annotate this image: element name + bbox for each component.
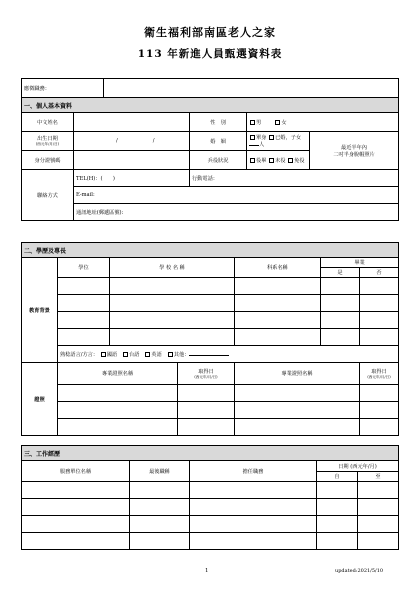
col-grad-yes: 是 xyxy=(321,268,360,278)
not-served-checkbox[interactable] xyxy=(269,158,274,163)
updated-date: updated:2021/5/10 xyxy=(335,568,384,574)
name-label: 中文姓名 xyxy=(22,113,74,132)
exempt-checkbox[interactable] xyxy=(288,158,293,163)
col-date: 日期 (西元年/月) xyxy=(317,461,399,472)
lang-taiwanese-checkbox[interactable] xyxy=(123,352,128,357)
military-label: 兵役狀況 xyxy=(190,151,247,170)
birth-label: 出生日期 (西元年/月/日) xyxy=(22,132,74,151)
apply-position-label: 應徵職務： xyxy=(22,79,104,98)
work-row xyxy=(22,533,399,550)
lang-english-checkbox[interactable] xyxy=(145,352,150,357)
female-checkbox[interactable] xyxy=(275,120,280,125)
section2-title: 二、學歷及專長 xyxy=(22,243,399,258)
work-row xyxy=(22,482,399,499)
col-dept: 科系名稱 xyxy=(235,258,321,278)
mobile-field[interactable]: 行動電話： xyxy=(190,170,399,187)
work-row xyxy=(22,499,399,516)
form-title: 衛生福利部南區老人之家 xyxy=(144,26,276,39)
name-field[interactable] xyxy=(74,113,190,132)
military-options: 役畢 未役 免役 xyxy=(247,151,310,170)
edu-row xyxy=(22,329,399,346)
cert-row xyxy=(22,419,399,436)
marital-options: 單身 已婚，子女人 xyxy=(247,132,310,151)
male-checkbox[interactable] xyxy=(250,120,255,125)
address-field[interactable]: 通訊地址(郵遞區號): xyxy=(74,204,399,221)
edu-row xyxy=(22,295,399,312)
marital-label: 婚 姻 xyxy=(190,132,247,151)
married-checkbox[interactable] xyxy=(269,135,274,140)
col-grad-no: 否 xyxy=(360,268,399,278)
section3-title: 三、工作經歷 xyxy=(22,446,399,461)
col-grad: 畢業 xyxy=(321,258,399,268)
work-history-table xyxy=(21,445,399,550)
lang-other-checkbox[interactable] xyxy=(168,352,173,357)
cert-row xyxy=(22,402,399,419)
email-field[interactable]: E-mail: xyxy=(74,187,399,204)
col-last-title: 最後職稱 xyxy=(130,461,190,482)
contact-label: 聯絡方式 xyxy=(22,170,74,221)
cert-col-name-1: 專業證照名稱 xyxy=(58,363,178,385)
language-row: 熟稔語言/方言： 國語 台語 英語 其他： xyxy=(58,346,399,363)
section1-title: 一、個人基本資料 xyxy=(22,98,399,113)
lang-mandarin-checkbox[interactable] xyxy=(101,352,106,357)
edu-row xyxy=(22,278,399,295)
birth-field[interactable]: / / xyxy=(74,132,190,151)
page-number: 1 xyxy=(205,568,209,574)
edu-row xyxy=(22,312,399,329)
edu-label: 教育背景 xyxy=(22,258,58,363)
form-subtitle: 113 年新進人員甄選資料表 xyxy=(137,48,283,60)
col-from: 自 xyxy=(317,472,358,482)
basic-info-table xyxy=(21,78,399,221)
apply-position-field[interactable] xyxy=(104,79,399,98)
served-checkbox[interactable] xyxy=(250,158,255,163)
gender-options xyxy=(247,113,399,132)
gender-label: 性 別 xyxy=(190,113,247,132)
col-school: 學 校 名 稱 xyxy=(110,258,235,278)
id-label: 身分證號碼 xyxy=(22,151,74,170)
female-label: 女 xyxy=(281,119,287,126)
col-org: 服務單位名稱 xyxy=(22,461,130,482)
cert-row xyxy=(22,385,399,402)
cert-col-name-2: 專業證照名稱 xyxy=(235,363,360,385)
tel-field[interactable]: TEL(H)：( ) xyxy=(74,170,190,187)
cert-label: 證照 xyxy=(22,363,58,436)
col-to: 至 xyxy=(358,472,399,482)
col-degree: 學位 xyxy=(58,258,110,278)
col-duty: 擔任職務 xyxy=(190,461,317,482)
cert-col-date-2: 取得日 (西元年/月/日) xyxy=(360,363,399,385)
photo-box[interactable]: 最近半年內 二吋半身脫帽照片 xyxy=(310,132,399,170)
education-table xyxy=(21,242,399,436)
male-label: 男 xyxy=(256,119,262,126)
single-checkbox[interactable] xyxy=(250,135,255,140)
cert-col-date-1: 取得日 (西元年/月/日) xyxy=(178,363,235,385)
work-row xyxy=(22,516,399,533)
id-field[interactable] xyxy=(74,151,190,170)
